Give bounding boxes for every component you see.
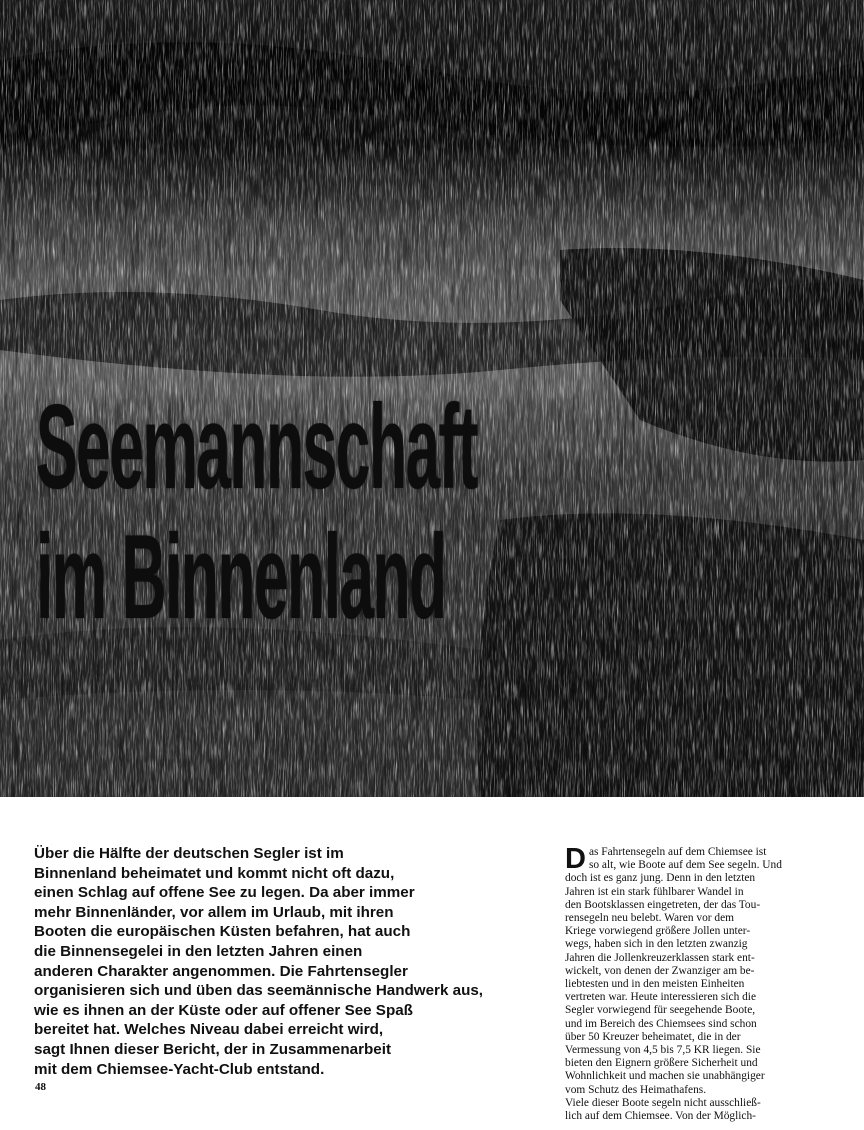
body-line: Jahren die Jollenkreuzerklassen stark ent-	[565, 951, 755, 964]
body-line: über 50 Kreuzer beheimatet, die in der	[565, 1030, 741, 1043]
body-line: doch ist es ganz jung. Denn in den letzten	[565, 872, 756, 885]
body-line: liebtesten und in den meisten Einheiten	[565, 978, 745, 991]
body-line: lich auf dem Chiemsee. Von der Möglich-	[565, 1110, 756, 1123]
lede-line: Über die Hälfte der deutschen Segler ist im	[34, 845, 344, 862]
body-line: as Fahrtensegeln auf dem Chiemsee ist	[588, 846, 767, 858]
body-line: den Bootsklassen eingetreten, der das Tou-	[565, 898, 761, 911]
body-column	[565, 843, 813, 1123]
body-line: Vermessung von 4,5 bis 7,5 KR liegen. Sie	[565, 1044, 761, 1057]
lede-line: anderen Charakter angenommen. Die Fahrtensegler	[34, 962, 408, 980]
body-line: und im Bereich des Chiemsees sind schon	[565, 1017, 757, 1030]
body-line: so alt, wie Boote auf dem See segeln. Und	[588, 859, 782, 872]
lede-paragraph	[34, 844, 524, 1079]
lede-line: Binnenland beheimatet und kommt nicht oft dazu,	[34, 864, 395, 882]
lede-line: mit dem Chiemsee-Yacht-Club entstand.	[34, 1060, 325, 1078]
lede-line: mehr Binnenländer, vor allem im Urlaub, mit ihren	[34, 903, 394, 921]
headline-line-2: im Binnenland	[36, 510, 446, 644]
headline-line-1: Seemannschaft	[36, 380, 477, 514]
lede-line: wie es ihnen an der Küste oder auf offener See Spaß	[34, 1001, 413, 1019]
drop-cap: D	[565, 843, 586, 875]
body-line: Wohnlichkeit und machen sie unabhängiger	[565, 1070, 765, 1083]
body-line: rensegeln neu belebt. Waren vor dem	[565, 912, 735, 925]
page-number: 48	[35, 1081, 46, 1093]
headline	[36, 382, 477, 642]
body-line: bieten den Eignern größere Sicherheit und	[565, 1057, 758, 1070]
body-line: Viele dieser Boote segeln nicht ausschließ-	[565, 1096, 761, 1109]
lede-line: bereitet hat. Welches Niveau dabei erreicht wird,	[34, 1021, 384, 1039]
body-line: Segler vorwiegend für seegehende Boote,	[565, 1004, 756, 1017]
lede-line: Booten die europäischen Küsten befahren, hat auch	[34, 923, 411, 941]
lede-line: organisieren sich und üben das seemännische Handwerk aus,	[34, 982, 484, 1000]
lede-line: sagt Ihnen dieser Bericht, der in Zusammenarbeit	[34, 1040, 392, 1058]
body-line: vom Schutz des Heimathafens.	[565, 1083, 707, 1096]
lede-line: einen Schlag auf offene See zu legen. Da aber immer	[34, 884, 415, 902]
body-line: wegs, haben sich in den letzten zwanzig	[565, 938, 748, 951]
body-line: vertreten war. Heute interessieren sich die	[565, 991, 757, 1004]
body-line: wickelt, von denen der Zwanziger am be-	[565, 964, 755, 977]
lede-line: die Binnensegelei in den letzten Jahren einen	[34, 942, 363, 960]
body-line: Jahren ist ein stark fühlbarer Wandel in	[565, 885, 744, 898]
body-line: Kriege vorwiegend größere Jollen unter-	[565, 925, 751, 938]
